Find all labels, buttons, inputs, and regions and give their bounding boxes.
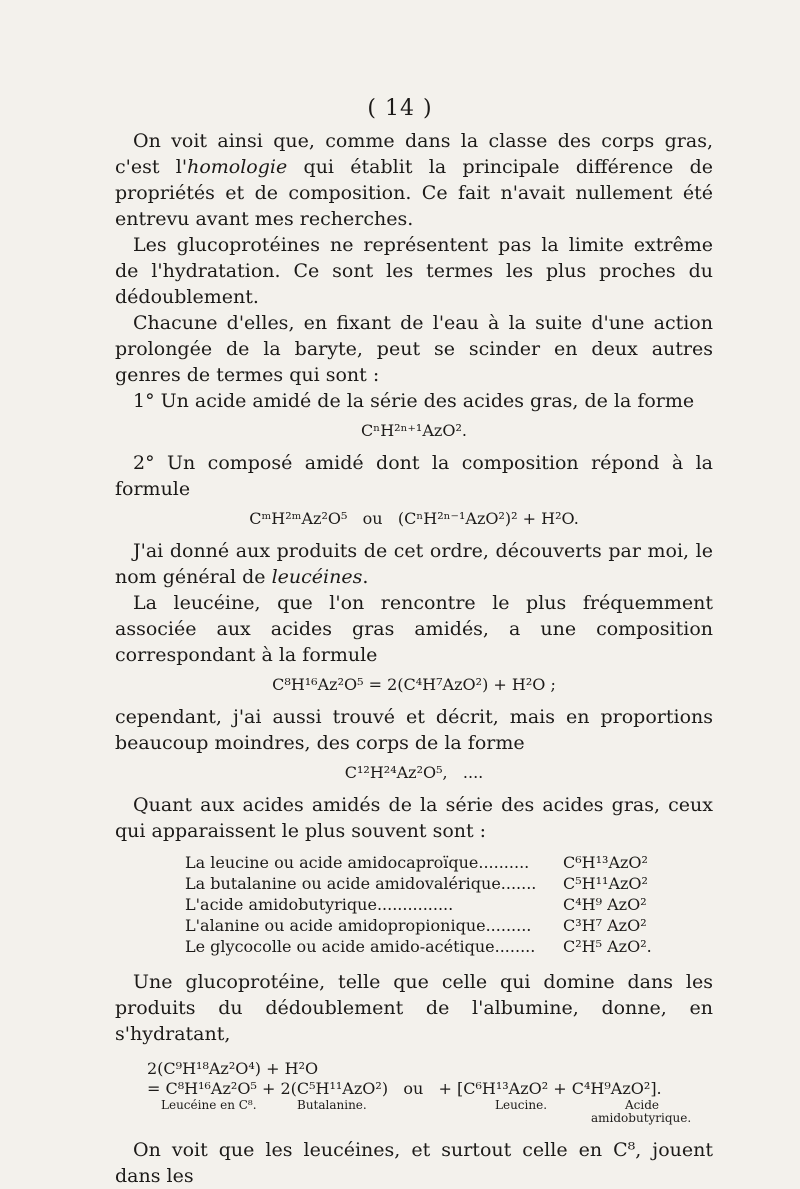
paragraph: Les glucoprotéines ne représentent pas la limite extrême de l'hydratation. Ce sont les termes les plus proches du dédoublement. — [115, 234, 713, 308]
text-run: J'ai donné aux produits de cet ordre, découverts par moi, le nom général de — [115, 540, 713, 588]
list-item — [185, 915, 713, 936]
acid-name: Le glycocolle ou acide amido-acétique........ — [185, 937, 536, 956]
reaction-labels — [147, 1099, 713, 1129]
reaction-label: Leucine. — [495, 1098, 548, 1112]
reaction-label: Leucéine en C⁸. — [161, 1098, 257, 1112]
numbered-item: 2° Un composé amidé dont la composition répond à la formule — [115, 452, 713, 500]
formula: C⁸H¹⁶Az²O⁵ = 2(C⁴H⁷AzO²) + H²O ; — [272, 675, 556, 694]
italic-term: leucéines — [271, 566, 363, 588]
reaction-line: 2(C⁹H¹⁸Az²O⁴) + H²O — [147, 1059, 319, 1078]
list-item — [185, 852, 713, 873]
paragraph: Chacune d'elles, en fixant de l'eau à la suite d'une action prolongée de la baryte, peut se scinder en deux autres genres de termes qui sont : — [115, 312, 713, 386]
paragraph: Quant aux acides amidés de la série des acides gras, ceux qui apparaissent le plus souvent sont : — [115, 794, 713, 842]
paragraph: La leucéine, que l'on rencontre le plus fréquemment associée aux acides gras amidés, a une composition correspondant à la formule — [115, 592, 713, 666]
formula: CⁿH²ⁿ⁺¹AzO². — [361, 421, 467, 440]
reaction-label: amidobutyrique. — [591, 1111, 692, 1125]
reaction-line: = C⁸H¹⁶Az²O⁵ + 2(C⁵H¹¹AzO²) ou + [C⁶H¹³AzO² + C⁴H⁹AzO²]. — [147, 1079, 662, 1098]
formula: CᵐH²ᵐAz²O⁵ ou (CⁿH²ⁿ⁻¹AzO²)² + H²O. — [249, 509, 579, 528]
acid-formula: C⁶H¹³AzO² — [563, 853, 648, 872]
text-run: qui établit la principale différence de propriétés et de composition. Ce fait n'avait nullement été entrevu avant mes recherches. — [115, 156, 713, 230]
text-run: On voit ainsi que, comme dans la classe des corps gras, c'est l' — [115, 130, 713, 178]
paragraph: Une glucoprotéine, telle que celle qui domine dans les produits du dédoublement de l'albumine, donne, en s'hydratant, — [115, 971, 713, 1045]
numbered-item: 1° Un acide amidé de la série des acides gras, de la forme — [133, 390, 695, 412]
acid-name: L'alanine ou acide amidopropionique......... — [185, 916, 532, 935]
list-item — [185, 873, 713, 894]
reaction-label: Acide — [625, 1098, 660, 1112]
list-item — [185, 936, 713, 957]
acid-formula: C⁵H¹¹AzO² — [563, 874, 648, 893]
list-item — [185, 894, 713, 915]
paragraph: On voit que les leucéines, et surtout celle en C⁸, jouent dans les — [115, 1139, 713, 1187]
body-text — [115, 128, 713, 1189]
reaction — [147, 1059, 713, 1129]
acid-formula: C²H⁵ AzO². — [563, 937, 652, 956]
text-run: . — [362, 566, 369, 588]
acid-formula: C³H⁷ AzO² — [563, 916, 647, 935]
acid-name: La butalanine ou acide amidovalérique....... — [185, 874, 537, 893]
paragraph: cependant, j'ai aussi trouvé et décrit, mais en proportions beaucoup moindres, des corps de la forme — [115, 706, 713, 754]
acid-formula: C⁴H⁹ AzO² — [563, 895, 647, 914]
acid-name: L'acide amidobutyrique............... — [185, 895, 454, 914]
formula: C¹²H²⁴Az²O⁵, .... — [344, 763, 484, 782]
acid-name: La leucine ou acide amidocaproïque.......... — [185, 853, 530, 872]
acid-list — [185, 852, 713, 957]
page-number: ( 14 ) — [367, 96, 433, 121]
paragraph — [115, 538, 713, 590]
reaction-label: Butalanine. — [297, 1098, 367, 1112]
italic-term: homologie — [187, 156, 288, 178]
paragraph — [115, 128, 713, 232]
